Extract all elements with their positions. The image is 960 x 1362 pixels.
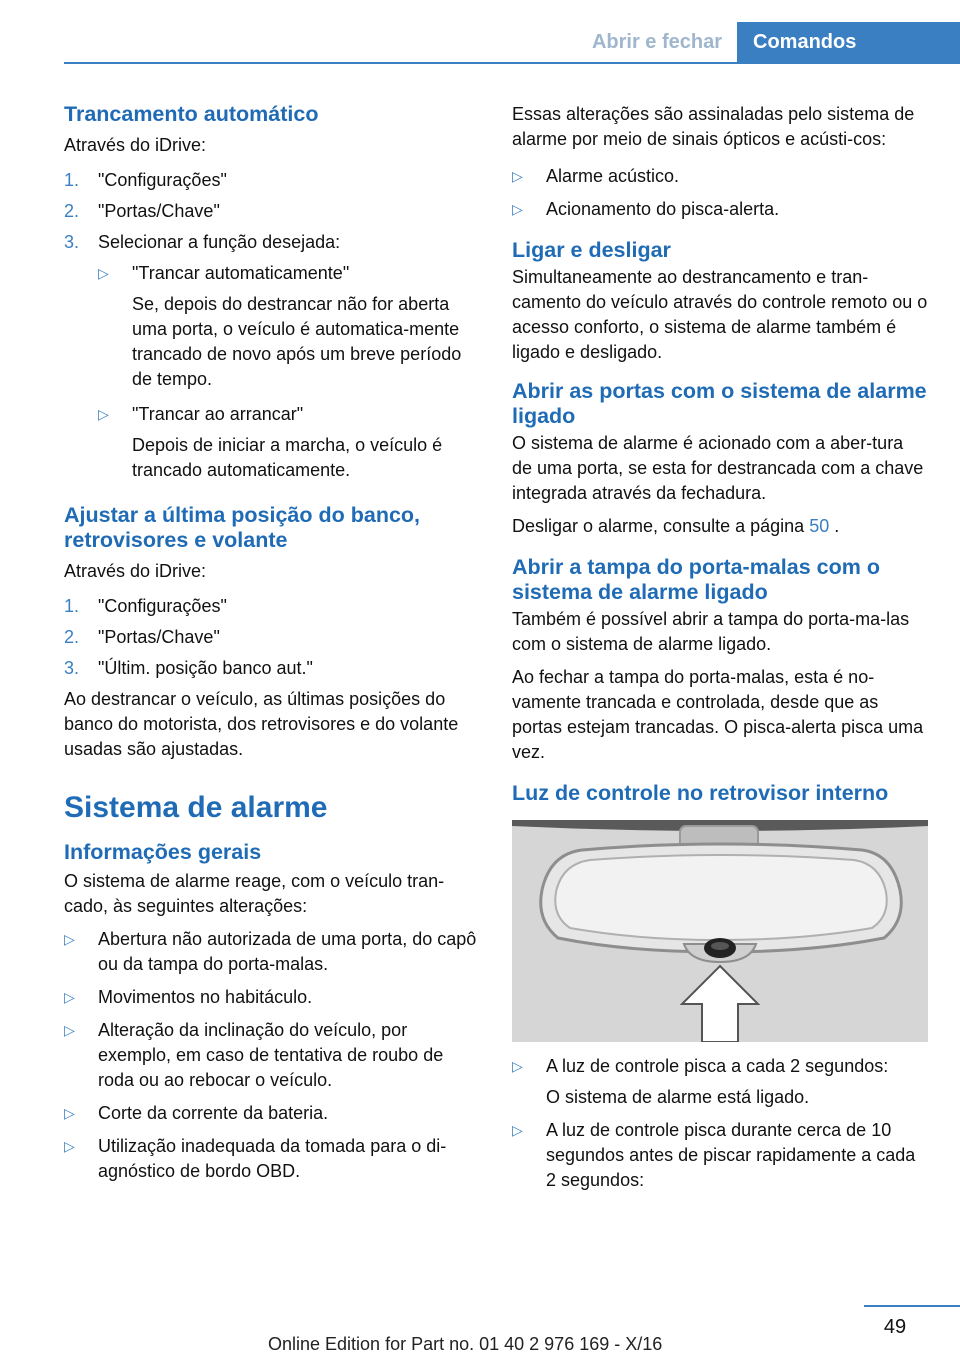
header-tab-chapter[interactable]: Comandos <box>737 22 960 62</box>
reference-text: Desligar o alarme, consulte a página <box>512 516 805 536</box>
triangle-right-icon: ▷ <box>98 265 109 281</box>
numbered-step <box>64 199 480 224</box>
bullet-text: Alarme acústico. <box>546 166 680 186</box>
body-text: O sistema de alarme é acionado com a aber‐tura de uma porta, se esta for destrancada com a chave integrada através da fechadura. <box>512 433 924 503</box>
numbered-step <box>64 656 480 681</box>
bullet-text: Corte da corrente da bateria. <box>98 1103 329 1123</box>
step-number: 1. <box>64 170 80 190</box>
step-number: 2. <box>64 201 80 221</box>
section-title-on-off: Ligar e desligar <box>512 238 671 262</box>
bullet-item <box>512 1118 928 1193</box>
bullet-item <box>64 1134 480 1184</box>
page-number: 49 <box>883 1316 907 1338</box>
triangle-right-icon: ▷ <box>512 1058 523 1074</box>
left-column <box>64 102 480 1192</box>
footer-divider <box>864 1305 960 1307</box>
header-tab-section[interactable]: Abrir e fechar <box>591 31 723 53</box>
edition-footer: Online Edition for Part no. 01 40 2 976 169 - X/16 <box>268 1334 663 1354</box>
triangle-right-icon: ▷ <box>64 1105 75 1121</box>
sub-bullet-item <box>98 402 480 427</box>
bullet-item <box>512 1054 928 1079</box>
triangle-right-icon: ▷ <box>98 406 109 422</box>
triangle-right-icon: ▷ <box>64 989 75 1005</box>
bullet-text: A luz de controle pisca a cada 2 segundos: <box>546 1056 889 1076</box>
section-title-general: Informações gerais <box>64 840 262 864</box>
body-text: O sistema de alarme reage, com o veículo tran‐cado, às seguintes alterações: <box>64 871 445 916</box>
step-number: 3. <box>64 232 80 252</box>
option-description: Depois de iniciar a marcha, o veículo é trancado automaticamente. <box>132 435 443 480</box>
section-title-trunk: Abrir a tampa do porta-malas com o sistema de alarme ligado <box>512 555 880 604</box>
numbered-step <box>64 625 480 650</box>
sub-bullet-item <box>98 261 480 286</box>
page-link[interactable]: 50 <box>809 516 830 536</box>
bullet-item <box>64 985 480 1010</box>
step-text: "Últim. posição banco aut." <box>98 658 313 678</box>
intro-text: Através do iDrive: <box>64 561 207 581</box>
numbered-step <box>64 594 480 619</box>
option-description: Se, depois do destrancar não for aberta uma porta, o veículo é automatica‐mente trancado de novo após um breve período de tempo. <box>132 294 462 389</box>
bullet-subtext: O sistema de alarme está ligado. <box>546 1087 810 1107</box>
triangle-right-icon: ▷ <box>512 1122 523 1138</box>
step-text: "Configurações" <box>98 596 227 616</box>
intro-text: Através do iDrive: <box>64 135 207 155</box>
body-text: Essas alterações são assinaladas pelo sistema de alarme por meio de sinais ópticos e acústi‐cos: <box>512 104 915 149</box>
step-text: Selecionar a função desejada: <box>98 232 341 252</box>
header-divider <box>64 62 960 64</box>
bullet-text: Alteração da inclinação do veículo, por exemplo, em caso de tentativa de roubo de roda ou ao rebocar o veículo. <box>98 1020 444 1090</box>
section-title-memory: Ajustar a última posição do banco, retrovisores e volante <box>64 503 421 552</box>
option-label: "Trancar automaticamente" <box>132 263 350 283</box>
step-text: "Configurações" <box>98 170 227 190</box>
step-number: 3. <box>64 658 80 678</box>
triangle-right-icon: ▷ <box>512 201 523 217</box>
body-text: Ao fechar a tampa do porta-malas, esta é no‐vamente trancada e controlada, desde que as portas estejam trancadas. O pisca-alerta pisca uma vez. <box>512 667 924 762</box>
numbered-step <box>64 230 480 255</box>
section-title-indicator-light: Luz de controle no retrovisor interno <box>512 781 889 805</box>
reference-end: . <box>829 516 840 536</box>
bullet-text: A luz de controle pisca durante cerca de 10 segundos antes de piscar rapidamente a cada 2 segundos: <box>546 1120 916 1190</box>
bullet-item <box>64 927 480 977</box>
triangle-right-icon: ▷ <box>64 1138 75 1154</box>
section-title-auto-lock: Trancamento automático <box>64 102 319 126</box>
cross-reference <box>512 514 928 539</box>
step-text: "Portas/Chave" <box>98 627 220 647</box>
chapter-title: Sistema de alarme <box>64 791 328 824</box>
bullet-item <box>64 1018 480 1093</box>
section-title-open-doors: Abrir as portas com o sistema de alarme ligado <box>512 379 927 428</box>
triangle-right-icon: ▷ <box>64 931 75 947</box>
bullet-text: Utilização inadequada da tomada para o di‐agnóstico de bordo OBD. <box>98 1136 447 1181</box>
triangle-right-icon: ▷ <box>64 1022 75 1038</box>
body-text: Também é possível abrir a tampa do porta-ma‐las com o sistema de alarme ligado. <box>512 609 910 654</box>
step-number: 2. <box>64 627 80 647</box>
bullet-item <box>512 164 928 189</box>
step-text: "Portas/Chave" <box>98 201 220 221</box>
bullet-text: Movimentos no habitáculo. <box>98 987 313 1007</box>
option-label: "Trancar ao arrancar" <box>132 404 304 424</box>
body-text: Ao destrancar o veículo, as últimas posições do banco do motorista, dos retrovisores e do volante usadas são ajustadas. <box>64 689 459 759</box>
bullet-text: Acionamento do pisca-alerta. <box>546 199 780 219</box>
body-text: Simultaneamente ao destrancamento e tran‐camento do veículo através do controle remoto ou o acesso conforto, o sistema de alarme também é ligado e desligado. <box>512 267 928 362</box>
rearview-mirror-illustration <box>512 820 928 1042</box>
bullet-item <box>512 197 928 222</box>
bullet-item <box>64 1101 480 1126</box>
bullet-text: Abertura não autorizada de uma porta, do capô ou da tampa do porta-malas. <box>98 929 477 974</box>
step-number: 1. <box>64 596 80 616</box>
numbered-step <box>64 168 480 193</box>
triangle-right-icon: ▷ <box>512 168 523 184</box>
right-column <box>512 102 928 1201</box>
